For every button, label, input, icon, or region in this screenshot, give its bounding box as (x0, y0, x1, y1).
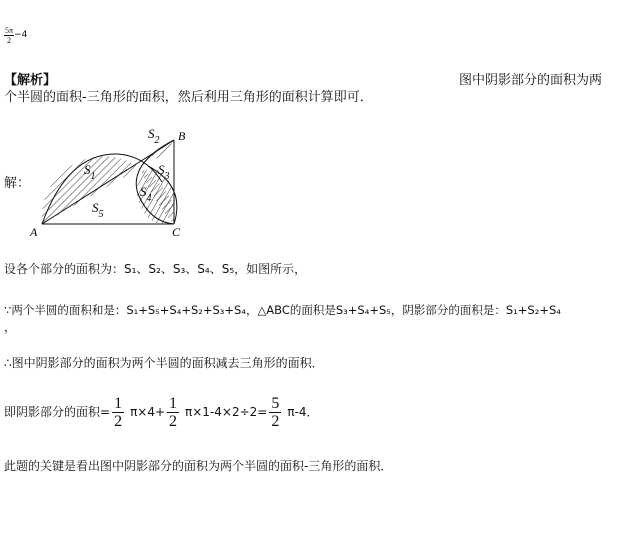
geometry-figure (28, 124, 198, 240)
line4-f3-num: 5 (271, 395, 280, 412)
label-c: C (172, 225, 181, 239)
answer-minus: −4 (14, 30, 28, 40)
answer-frac-den: 2 (7, 36, 12, 45)
region-s1 (42, 156, 140, 224)
solution-label: 解： (4, 176, 31, 191)
line4-mid-2: π×1-4×2÷2= (185, 405, 268, 419)
line4-f1-den: 2 (114, 413, 123, 430)
line4-f3-den: 2 (271, 413, 280, 430)
line4-fraction-2 (167, 395, 179, 430)
analysis-label: 【解析】 (4, 73, 57, 88)
line4-prefix: 即阴影部分的面积= (4, 405, 111, 419)
solution-line-5: 此题的关键是看出图中阴影部分的面积为两个半圆的面积-三角形的面积． (4, 459, 393, 473)
solution-line-1: 设各个部分的面积为：S₁、S₂、S₃、S₄、S₅，如图所示， (4, 262, 307, 276)
line4-fraction-1 (112, 395, 124, 430)
solution-line-3: ∴图中阴影部分的面积为两个半圆的面积减去三角形的面积． (4, 356, 324, 370)
solution-line-2: ∵两个半圆的面积和是：S₁+S₅+S₄+S₂+S₃+S₄，△ABC的面积是S₃+S₄+S₅，阴影部分的面积是：S₁+S₂+S₄ (4, 303, 561, 317)
analysis-text-line2: 个半圆的面积-三角形的面积，然后利用三角形的面积计算即可． (4, 90, 373, 105)
answer-frac-num: 5π (5, 26, 14, 35)
label-s4: $S_4$ (140, 184, 152, 204)
analysis-text-right: 图中阴影部分的面积为两 (459, 73, 603, 88)
line4-suffix: π-4． (287, 405, 319, 419)
line4-f2-den: 2 (169, 413, 178, 430)
label-s3: $S_3$ (158, 162, 170, 182)
label-b: B (178, 129, 186, 143)
label-a: A (30, 225, 38, 239)
label-s1: $S_1$ (84, 162, 96, 182)
answer-expression (4, 26, 27, 45)
line4-f2-num: 1 (169, 395, 178, 412)
solution-line-4 (4, 395, 319, 430)
line4-f1-num: 1 (114, 395, 123, 412)
answer-fraction (4, 26, 14, 45)
solution-line-2-cont: ， (4, 320, 17, 334)
label-s5: $S_5$ (92, 200, 104, 220)
line4-fraction-3 (269, 395, 281, 430)
line4-mid-1: π×4+ (130, 405, 166, 419)
label-s2: $S_2$ (148, 126, 160, 146)
